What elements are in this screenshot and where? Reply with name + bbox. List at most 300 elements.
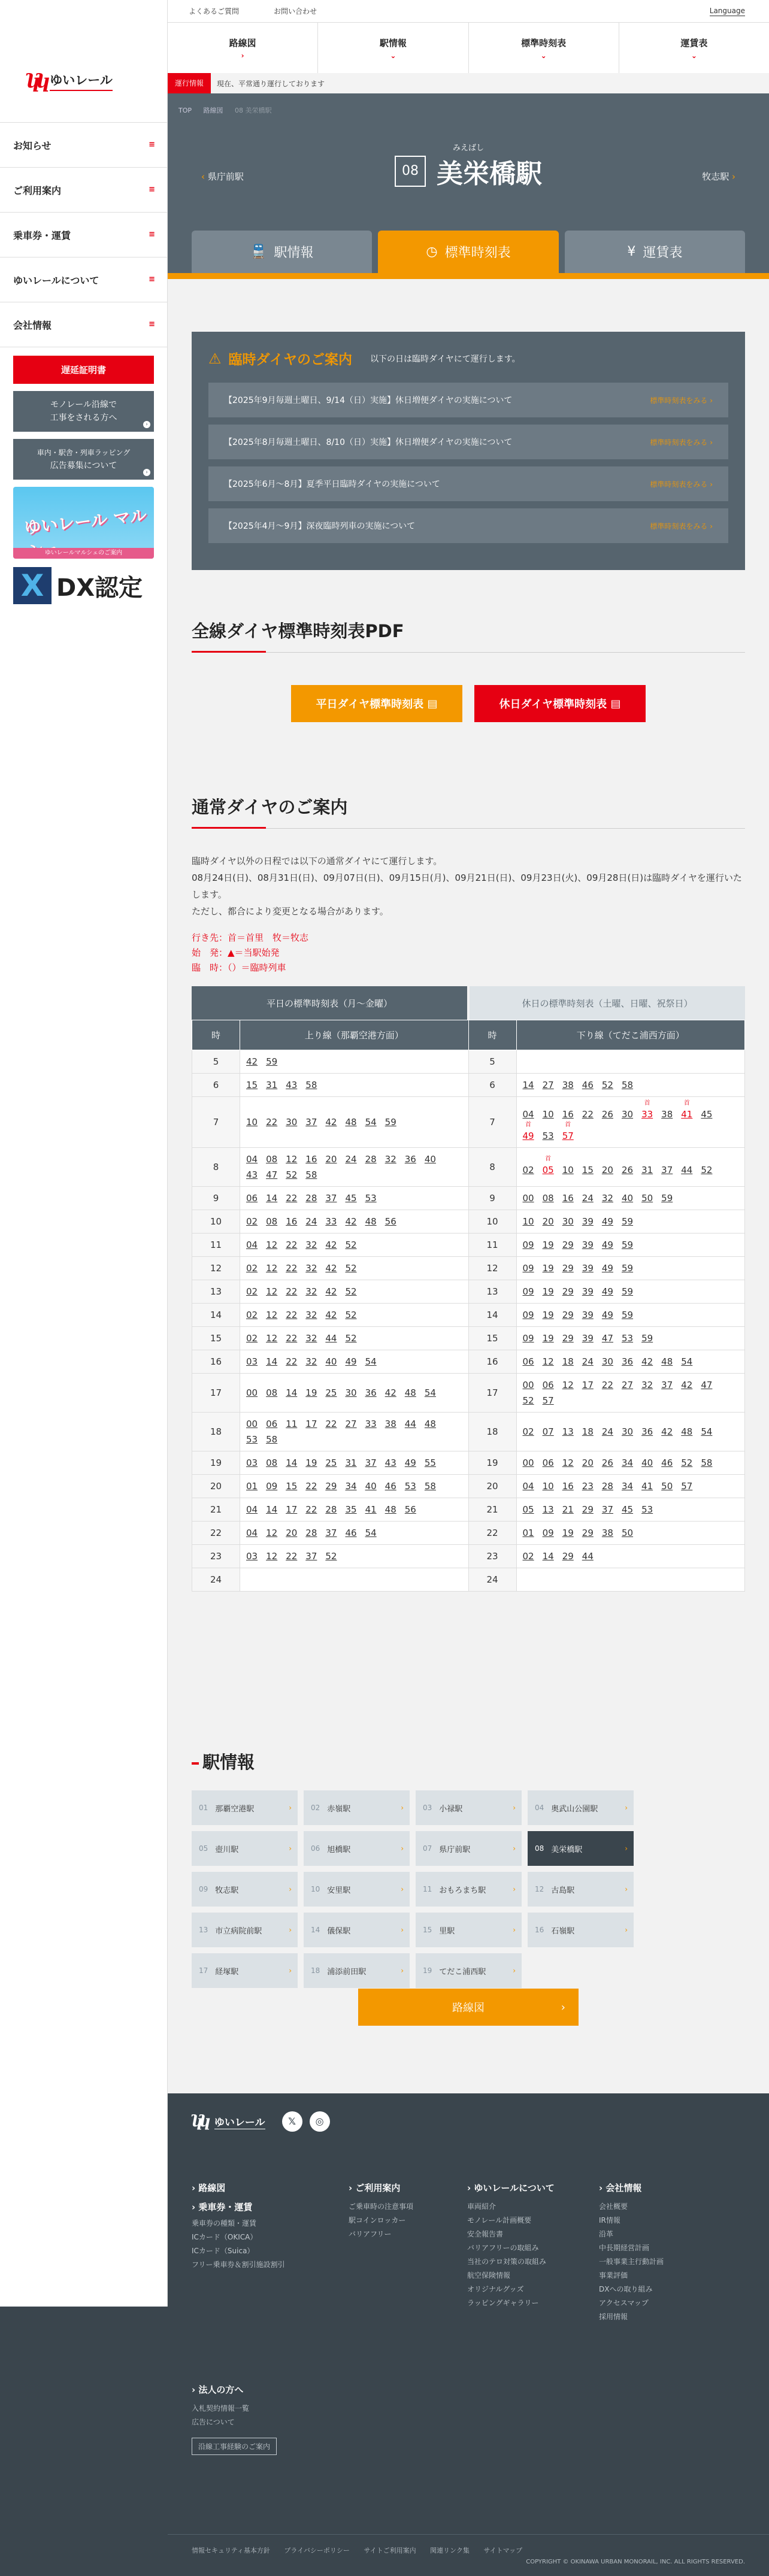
train-minute[interactable]: 08	[266, 1216, 278, 1227]
train-minute[interactable]: 52	[345, 1239, 357, 1250]
train-minute[interactable]: 20	[582, 1457, 594, 1468]
footer-link[interactable]: 一般事業主行動計画	[599, 2257, 664, 2266]
train-minute[interactable]: 16	[562, 1481, 574, 1492]
train-minute[interactable]: 19	[305, 1457, 317, 1468]
train-minute[interactable]: 10	[562, 1165, 574, 1175]
train-minute[interactable]: 42	[641, 1356, 653, 1367]
train-minute[interactable]: 57	[681, 1481, 693, 1492]
train-minute[interactable]: 17	[305, 1419, 317, 1429]
train-minute[interactable]: 24	[345, 1154, 357, 1165]
train-minute[interactable]: 48	[404, 1387, 416, 1398]
train-minute[interactable]: 45	[345, 1193, 357, 1204]
temporary-item[interactable]: 【2025年6月～8月】夏季平日臨時ダイヤの実施について 標準時刻表をみる ›	[208, 466, 728, 501]
temporary-item[interactable]: 【2025年8月毎週土曜日、8/10（日）実施】休日増便ダイヤの実施について 標準時刻表をみる ›	[208, 425, 728, 459]
train-minute[interactable]: 24	[582, 1193, 594, 1204]
train-minute[interactable]: 03	[246, 1551, 258, 1562]
site-logo[interactable]	[0, 0, 167, 123]
train-minute[interactable]: 29	[562, 1263, 574, 1274]
train-minute[interactable]: 59	[621, 1239, 634, 1250]
train-minute[interactable]: 12	[562, 1380, 574, 1390]
train-minute[interactable]: 28	[305, 1528, 317, 1538]
train-minute[interactable]: 44	[325, 1333, 337, 1344]
train-minute[interactable]: 53	[365, 1193, 377, 1204]
train-minute[interactable]: 42	[345, 1216, 357, 1227]
train-minute[interactable]: 49	[404, 1457, 416, 1468]
train-minute[interactable]: 44	[404, 1419, 416, 1429]
train-minute[interactable]: 59	[621, 1263, 634, 1274]
station-button[interactable]	[528, 1790, 634, 1825]
footer-link[interactable]: 駅コインロッカー	[349, 2216, 406, 2225]
train-minute[interactable]: 32	[305, 1310, 317, 1320]
train-minute[interactable]: 16	[562, 1109, 574, 1120]
dx-certification-banner[interactable]: X DX認定	[13, 567, 154, 604]
train-minute[interactable]: 41	[641, 1481, 653, 1492]
train-minute[interactable]: 20	[286, 1528, 298, 1538]
train-minute[interactable]: 19	[542, 1286, 554, 1297]
faq-link[interactable]: よくあるご質問	[189, 7, 240, 16]
nav-timetable[interactable]: 標準時刻表 ⌄	[469, 23, 619, 73]
train-minute[interactable]: 19	[542, 1239, 554, 1250]
train-minute[interactable]: 58	[701, 1457, 713, 1468]
train-minute[interactable]: 36	[404, 1154, 416, 1165]
train-minute[interactable]: 29	[582, 1528, 594, 1538]
construction-banner[interactable]: モノレール沿線で 工事をされる方へ ›	[13, 391, 154, 432]
train-minute[interactable]: 29	[325, 1481, 337, 1492]
train-minute[interactable]: 55	[424, 1457, 436, 1468]
breadcrumb-top[interactable]: TOP	[178, 107, 192, 114]
footer-link[interactable]: アクセスマップ	[599, 2299, 649, 2307]
train-minute[interactable]: 04	[522, 1109, 534, 1120]
train-minute[interactable]: 31	[345, 1457, 357, 1468]
train-minute[interactable]: 59	[266, 1056, 278, 1067]
sidebar-item-about[interactable]: ゆいレールについて ≡	[0, 257, 167, 302]
train-minute[interactable]: 37	[325, 1528, 337, 1538]
train-minute[interactable]: 12	[266, 1551, 278, 1562]
train-minute[interactable]: 32	[384, 1154, 396, 1165]
train-minute[interactable]: 22	[286, 1310, 298, 1320]
train-minute[interactable]: 12	[266, 1286, 278, 1297]
train-minute[interactable]: 48	[661, 1356, 673, 1367]
train-minute[interactable]: 16	[562, 1193, 574, 1204]
train-minute[interactable]: 50	[641, 1193, 653, 1204]
station-button[interactable]	[304, 1953, 410, 1988]
train-minute[interactable]: 58	[305, 1080, 317, 1090]
train-minute[interactable]: 50	[621, 1528, 634, 1538]
train-minute[interactable]: 22	[286, 1333, 298, 1344]
instagram-icon[interactable]: ◎	[310, 2111, 330, 2132]
footer-link[interactable]: DXへの取り組み	[599, 2285, 653, 2293]
train-minute[interactable]: 39	[582, 1216, 594, 1227]
train-minute[interactable]: 08	[266, 1457, 278, 1468]
train-minute[interactable]: 19	[562, 1528, 574, 1538]
train-minute[interactable]: 10	[522, 1216, 534, 1227]
train-minute[interactable]: 54	[424, 1387, 436, 1398]
footer-heading[interactable]: › ご利用案内	[349, 2183, 401, 2193]
footer-heading[interactable]: › 会社情報	[599, 2183, 642, 2193]
footer-link[interactable]: IR情報	[599, 2216, 620, 2225]
train-minute[interactable]: 14	[266, 1504, 278, 1515]
train-minute[interactable]: 22	[305, 1481, 317, 1492]
train-minute[interactable]: 11	[286, 1419, 298, 1429]
train-minute-express[interactable]: 首 57	[562, 1122, 574, 1141]
footer-link[interactable]: 事業評価	[599, 2271, 628, 2280]
train-minute[interactable]: 52	[701, 1165, 713, 1175]
train-minute[interactable]: 59	[621, 1216, 634, 1227]
train-minute[interactable]: 52	[325, 1551, 337, 1562]
train-minute[interactable]: 37	[305, 1551, 317, 1562]
train-minute[interactable]: 43	[286, 1080, 298, 1090]
train-minute[interactable]: 04	[246, 1239, 258, 1250]
train-minute[interactable]: 45	[621, 1504, 634, 1515]
train-minute[interactable]: 36	[365, 1387, 377, 1398]
station-button[interactable]	[416, 1913, 522, 1947]
train-minute[interactable]: 29	[562, 1286, 574, 1297]
train-minute[interactable]: 39	[582, 1310, 594, 1320]
train-minute[interactable]: 53	[246, 1434, 258, 1445]
footer-link[interactable]: ICカード（Suica）	[192, 2247, 255, 2255]
train-minute[interactable]: 18	[562, 1356, 574, 1367]
footer-link[interactable]: ご乗車時の注意事項	[349, 2202, 414, 2211]
train-minute[interactable]: 34	[621, 1481, 634, 1492]
temporary-item[interactable]: 【2025年4月～9月】深夜臨時列車の実施について 標準時刻表をみる ›	[208, 508, 728, 543]
train-minute[interactable]: 35	[345, 1504, 357, 1515]
train-minute[interactable]: 22	[286, 1286, 298, 1297]
train-minute[interactable]: 45	[701, 1109, 713, 1120]
train-minute[interactable]: 05	[522, 1504, 534, 1515]
station-button[interactable]	[528, 1831, 634, 1866]
train-minute[interactable]: 12	[542, 1356, 554, 1367]
next-station-link[interactable]: 牧志駅 ›	[702, 171, 735, 182]
train-minute[interactable]: 00	[522, 1457, 534, 1468]
train-minute[interactable]: 28	[325, 1504, 337, 1515]
train-minute[interactable]: 52	[681, 1457, 693, 1468]
station-button[interactable]	[192, 1872, 298, 1907]
nav-station-info[interactable]: 駅情報 ⌄	[318, 23, 468, 73]
train-minute[interactable]: 58	[266, 1434, 278, 1445]
train-minute[interactable]: 12	[266, 1263, 278, 1274]
train-minute[interactable]: 38	[601, 1528, 613, 1538]
station-button[interactable]	[416, 1790, 522, 1825]
train-minute[interactable]: 29	[562, 1310, 574, 1320]
train-minute[interactable]: 38	[384, 1419, 396, 1429]
train-minute[interactable]: 09	[542, 1528, 554, 1538]
train-minute[interactable]: 02	[246, 1216, 258, 1227]
train-minute[interactable]: 56	[384, 1216, 396, 1227]
nav-route-map[interactable]: 路線図 ›	[168, 23, 318, 73]
train-minute[interactable]: 42	[325, 1239, 337, 1250]
train-minute[interactable]: 36	[641, 1426, 653, 1437]
train-minute[interactable]: 06	[266, 1419, 278, 1429]
footer-link[interactable]: 車両紹介	[467, 2202, 496, 2211]
train-minute[interactable]: 21	[562, 1504, 574, 1515]
train-minute[interactable]: 38	[661, 1109, 673, 1120]
footer-heading[interactable]: › 路線図	[192, 2183, 226, 2193]
train-minute[interactable]: 12	[286, 1154, 298, 1165]
train-minute[interactable]: 06	[246, 1193, 258, 1204]
footer-bottom-link[interactable]: 関連リンク集	[430, 2547, 470, 2554]
train-minute[interactable]: 22	[582, 1109, 594, 1120]
train-minute[interactable]: 48	[365, 1216, 377, 1227]
train-minute[interactable]: 42	[325, 1117, 337, 1128]
train-minute[interactable]: 14	[266, 1356, 278, 1367]
temporary-item[interactable]: 【2025年9月毎週土曜日、9/14（日）実施】休日増便ダイヤの実施について 標準時刻表をみる ›	[208, 383, 728, 417]
train-minute[interactable]: 42	[384, 1387, 396, 1398]
train-minute[interactable]: 08	[266, 1154, 278, 1165]
train-minute[interactable]: 02	[246, 1286, 258, 1297]
train-minute[interactable]: 52	[345, 1333, 357, 1344]
station-button[interactable]	[192, 1953, 298, 1988]
train-minute[interactable]: 43	[246, 1169, 258, 1180]
train-minute[interactable]: 22	[286, 1356, 298, 1367]
train-minute[interactable]: 12	[266, 1239, 278, 1250]
station-button[interactable]	[304, 1872, 410, 1907]
sidebar-item-tickets[interactable]: 乗車券・運賃 ≡	[0, 213, 167, 257]
train-minute[interactable]: 09	[522, 1310, 534, 1320]
train-minute[interactable]: 49	[601, 1310, 613, 1320]
train-minute[interactable]: 42	[246, 1056, 258, 1067]
train-minute[interactable]: 32	[601, 1193, 613, 1204]
train-minute[interactable]: 06	[522, 1356, 534, 1367]
train-minute[interactable]: 10	[542, 1109, 554, 1120]
train-minute[interactable]: 59	[641, 1333, 653, 1344]
train-minute[interactable]: 27	[621, 1380, 634, 1390]
train-minute[interactable]: 27	[542, 1080, 554, 1090]
train-minute[interactable]: 08	[266, 1387, 278, 1398]
train-minute[interactable]: 09	[522, 1333, 534, 1344]
train-minute[interactable]: 52	[522, 1395, 534, 1406]
train-minute[interactable]: 12	[562, 1457, 574, 1468]
train-minute[interactable]: 06	[542, 1457, 554, 1468]
train-minute[interactable]: 03	[246, 1457, 258, 1468]
footer-bottom-link[interactable]: サイトマップ	[483, 2547, 523, 2554]
train-minute[interactable]: 01	[246, 1481, 258, 1492]
train-minute[interactable]: 41	[365, 1504, 377, 1515]
route-map-button[interactable]: 路線図 ›	[358, 1989, 579, 2026]
train-minute[interactable]: 59	[661, 1193, 673, 1204]
train-minute[interactable]: 33	[365, 1419, 377, 1429]
train-minute[interactable]: 54	[681, 1356, 693, 1367]
train-minute[interactable]: 46	[384, 1481, 396, 1492]
train-minute[interactable]: 04	[246, 1528, 258, 1538]
train-minute[interactable]: 37	[601, 1504, 613, 1515]
train-minute[interactable]: 22	[601, 1380, 613, 1390]
tab-station-info[interactable]: 🚆 駅情報	[192, 231, 372, 273]
train-minute[interactable]: 57	[542, 1395, 554, 1406]
train-minute[interactable]: 29	[562, 1333, 574, 1344]
footer-link[interactable]: 会社概要	[599, 2202, 628, 2211]
train-minute[interactable]: 24	[305, 1216, 317, 1227]
station-button[interactable]	[192, 1913, 298, 1947]
train-minute[interactable]: 00	[522, 1193, 534, 1204]
footer-link[interactable]: 沿革	[599, 2230, 614, 2238]
train-minute[interactable]: 19	[542, 1310, 554, 1320]
train-minute[interactable]: 02	[522, 1426, 534, 1437]
train-minute[interactable]: 00	[246, 1387, 258, 1398]
footer-bottom-link[interactable]: プライバシーポリシー	[284, 2547, 350, 2554]
train-minute[interactable]: 00	[246, 1419, 258, 1429]
footer-link[interactable]: 安全報告書	[467, 2230, 504, 2238]
train-minute[interactable]: 34	[345, 1481, 357, 1492]
sidebar-item-company[interactable]: 会社情報 ≡	[0, 302, 167, 347]
train-minute[interactable]: 31	[641, 1165, 653, 1175]
delay-certificate-button[interactable]: 遅延証明書	[13, 356, 154, 384]
train-minute[interactable]: 48	[424, 1419, 436, 1429]
footer-link[interactable]: モノレール計画概要	[467, 2216, 532, 2225]
holiday-pdf-button[interactable]: 休日ダイヤ標準時刻表 ▤	[474, 685, 646, 722]
train-minute[interactable]: 52	[286, 1169, 298, 1180]
timetable-link[interactable]: 標準時刻表をみる ›	[650, 522, 713, 531]
ad-banner[interactable]: 車内・駅舎・列車ラッピング 広告募集について ›	[13, 439, 154, 480]
train-minute[interactable]: 20	[325, 1154, 337, 1165]
footer-logo[interactable]	[192, 2111, 330, 2132]
footer-heading[interactable]: › 法人の方へ	[192, 2384, 244, 2395]
nav-fares[interactable]: 運賃表 ⌄	[680, 37, 708, 60]
train-minute-express[interactable]: 首 41	[681, 1100, 693, 1120]
tab-weekday-timetable[interactable]: 平日の標準時刻表（月～金曜）	[192, 986, 467, 1020]
train-minute[interactable]: 37	[661, 1165, 673, 1175]
train-minute[interactable]: 22	[305, 1504, 317, 1515]
train-minute[interactable]: 10	[542, 1481, 554, 1492]
station-button[interactable]	[528, 1913, 634, 1947]
timetable-link[interactable]: 標準時刻表をみる ›	[650, 438, 713, 447]
station-button[interactable]	[192, 1831, 298, 1866]
train-minute-express[interactable]: 首 49	[522, 1122, 534, 1141]
train-minute[interactable]: 30	[562, 1216, 574, 1227]
footer-link[interactable]: 広告について	[192, 2418, 235, 2426]
train-minute[interactable]: 22	[286, 1239, 298, 1250]
train-minute[interactable]: 39	[582, 1286, 594, 1297]
train-minute[interactable]: 02	[246, 1263, 258, 1274]
train-minute[interactable]: 59	[621, 1286, 634, 1297]
train-minute[interactable]: 52	[345, 1310, 357, 1320]
sidebar-item-guide[interactable]: ご利用案内 ≡	[0, 168, 167, 213]
station-button[interactable]	[416, 1831, 522, 1866]
train-minute[interactable]: 59	[384, 1117, 396, 1128]
train-minute[interactable]: 09	[266, 1481, 278, 1492]
train-minute[interactable]: 42	[661, 1426, 673, 1437]
train-minute[interactable]: 54	[365, 1356, 377, 1367]
train-minute[interactable]: 53	[641, 1504, 653, 1515]
train-minute[interactable]: 36	[621, 1356, 634, 1367]
train-minute[interactable]: 32	[305, 1239, 317, 1250]
train-minute[interactable]: 50	[661, 1481, 673, 1492]
footer-bottom-link[interactable]: 情報セキュリティ基本方針	[192, 2547, 270, 2554]
train-minute[interactable]: 53	[542, 1131, 554, 1141]
train-minute[interactable]: 02	[246, 1310, 258, 1320]
train-minute[interactable]: 14	[266, 1193, 278, 1204]
train-minute[interactable]: 42	[325, 1310, 337, 1320]
train-minute[interactable]: 15	[246, 1080, 258, 1090]
train-minute[interactable]: 22	[266, 1117, 278, 1128]
train-minute[interactable]: 49	[601, 1286, 613, 1297]
train-minute[interactable]: 16	[305, 1154, 317, 1165]
train-minute[interactable]: 29	[562, 1551, 574, 1562]
train-minute[interactable]: 48	[681, 1426, 693, 1437]
train-minute[interactable]: 32	[305, 1263, 317, 1274]
train-minute[interactable]: 28	[601, 1481, 613, 1492]
footer-link[interactable]: 当社のテロ対策の取組み	[467, 2257, 547, 2266]
footer-link[interactable]: ICカード（OKICA）	[192, 2233, 258, 2241]
footer-bottom-link[interactable]: サイトご利用案内	[364, 2547, 416, 2554]
train-minute[interactable]: 46	[345, 1528, 357, 1538]
train-minute[interactable]: 22	[286, 1263, 298, 1274]
train-minute[interactable]: 37	[325, 1193, 337, 1204]
station-button[interactable]	[528, 1872, 634, 1907]
marche-banner[interactable]: ゆいレール マルシェ ゆいレールマルシェのご案内	[13, 487, 154, 559]
tab-timetable[interactable]: ◷ 標準時刻表	[378, 231, 558, 273]
train-minute[interactable]: 15	[286, 1481, 298, 1492]
train-minute[interactable]: 46	[582, 1080, 594, 1090]
train-minute[interactable]: 52	[345, 1286, 357, 1297]
train-minute[interactable]: 48	[345, 1117, 357, 1128]
train-minute[interactable]: 28	[365, 1154, 377, 1165]
footer-link[interactable]: 中長期経営計画	[599, 2244, 650, 2252]
construction-guide-button[interactable]: 沿線工事経験のご案内	[192, 2438, 277, 2455]
train-minute[interactable]: 26	[621, 1165, 634, 1175]
footer-link[interactable]: 入札契約情報一覧	[192, 2404, 250, 2413]
train-minute[interactable]: 49	[345, 1356, 357, 1367]
train-minute[interactable]: 47	[601, 1333, 613, 1344]
tab-fares[interactable]: ¥ 運賃表	[565, 231, 745, 273]
train-minute[interactable]: 02	[522, 1165, 534, 1175]
train-minute[interactable]: 03	[246, 1356, 258, 1367]
train-minute[interactable]: 58	[621, 1080, 634, 1090]
train-minute[interactable]: 44	[681, 1165, 693, 1175]
breadcrumb-route[interactable]: 路線図	[203, 107, 223, 114]
train-minute[interactable]: 52	[601, 1080, 613, 1090]
train-minute[interactable]: 09	[522, 1286, 534, 1297]
train-minute[interactable]: 06	[542, 1380, 554, 1390]
station-button[interactable]	[304, 1831, 410, 1866]
train-minute[interactable]: 12	[266, 1310, 278, 1320]
train-minute[interactable]: 09	[522, 1263, 534, 1274]
train-minute[interactable]: 58	[424, 1481, 436, 1492]
x-icon[interactable]: 𝕏	[282, 2111, 302, 2132]
train-minute[interactable]: 24	[601, 1426, 613, 1437]
train-minute[interactable]: 33	[325, 1216, 337, 1227]
train-minute[interactable]: 14	[286, 1457, 298, 1468]
train-minute[interactable]: 30	[621, 1109, 634, 1120]
train-minute[interactable]: 40	[641, 1457, 653, 1468]
train-minute[interactable]: 14	[286, 1387, 298, 1398]
train-minute[interactable]: 20	[542, 1216, 554, 1227]
train-minute[interactable]: 54	[365, 1117, 377, 1128]
train-minute[interactable]: 04	[522, 1481, 534, 1492]
train-minute[interactable]: 25	[325, 1387, 337, 1398]
train-minute[interactable]: 14	[522, 1080, 534, 1090]
train-minute[interactable]: 49	[601, 1263, 613, 1274]
train-minute[interactable]: 38	[562, 1080, 574, 1090]
train-minute[interactable]: 29	[562, 1239, 574, 1250]
train-minute[interactable]: 19	[305, 1387, 317, 1398]
train-minute[interactable]: 31	[266, 1080, 278, 1090]
footer-link[interactable]: バリアフリーの取組み	[467, 2244, 539, 2252]
train-minute[interactable]: 47	[266, 1169, 278, 1180]
train-minute[interactable]: 25	[325, 1457, 337, 1468]
train-minute[interactable]: 49	[601, 1239, 613, 1250]
train-minute[interactable]: 12	[266, 1333, 278, 1344]
train-minute[interactable]: 58	[305, 1169, 317, 1180]
train-minute[interactable]: 26	[601, 1457, 613, 1468]
footer-link[interactable]: 採用情報	[599, 2313, 628, 2321]
footer-heading[interactable]: › 乗車券・運賃	[192, 2202, 253, 2213]
train-minute[interactable]: 39	[582, 1263, 594, 1274]
train-minute[interactable]: 13	[562, 1426, 574, 1437]
train-minute[interactable]: 04	[246, 1154, 258, 1165]
train-minute[interactable]: 19	[542, 1263, 554, 1274]
train-minute[interactable]: 59	[621, 1310, 634, 1320]
timetable-link[interactable]: 標準時刻表をみる ›	[650, 480, 713, 489]
